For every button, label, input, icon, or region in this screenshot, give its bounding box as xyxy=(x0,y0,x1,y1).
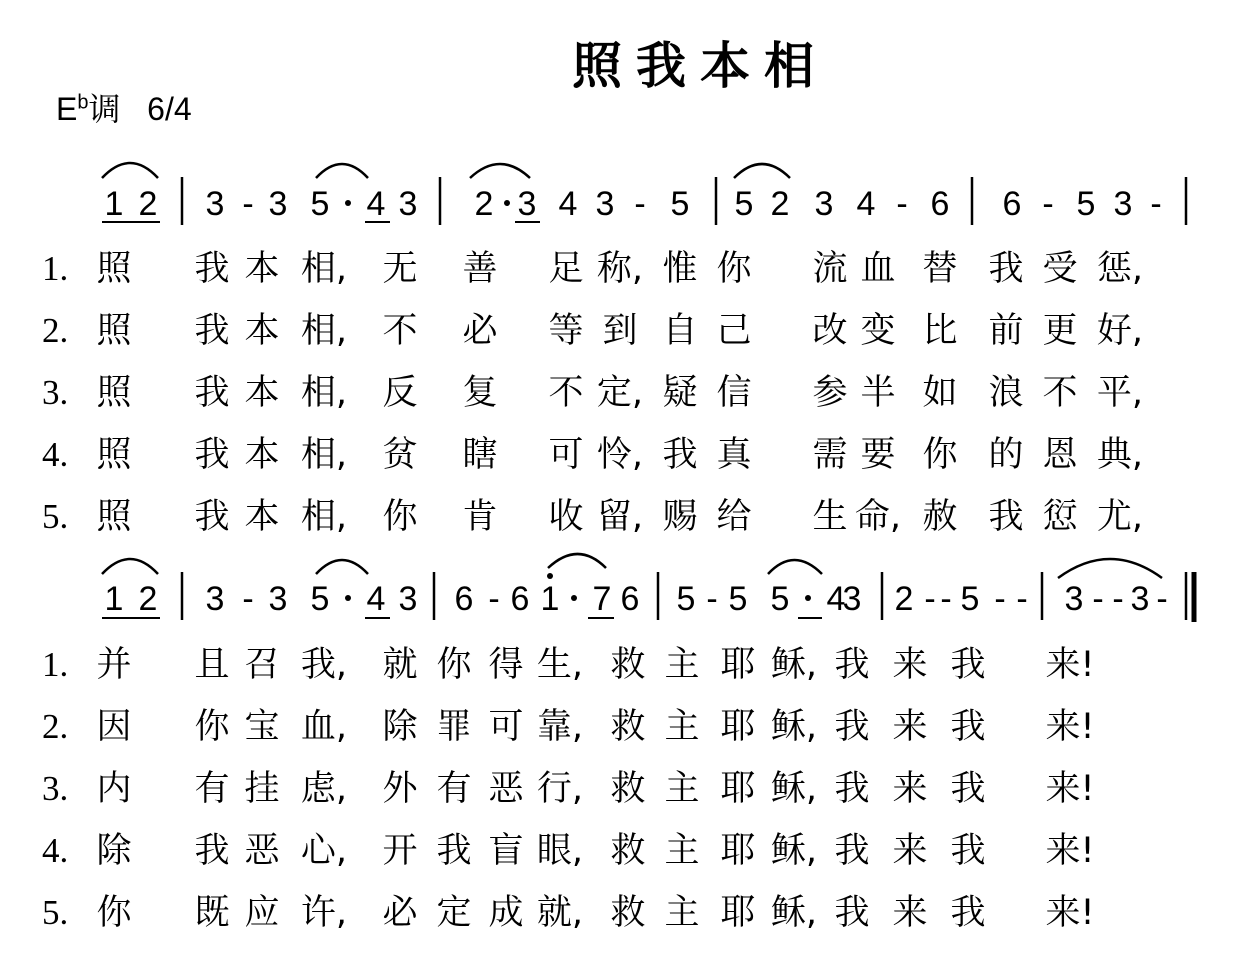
note: 6 xyxy=(510,580,530,618)
lyric-char: 无 xyxy=(382,249,418,289)
lyric-char: 来! xyxy=(1045,645,1095,685)
lyric-char: 盲 xyxy=(488,831,524,871)
lyric-char: 怜, xyxy=(596,435,644,475)
note: 2 xyxy=(770,185,790,223)
lyric-char: 救 xyxy=(610,831,646,871)
note: 4 xyxy=(558,185,578,223)
lyric-char: 我 xyxy=(194,435,230,475)
note: 5 xyxy=(310,185,330,223)
lyric-char: 靠, xyxy=(536,707,584,747)
note: 5 xyxy=(670,185,690,223)
lyric-char: 自 xyxy=(662,311,698,351)
lyric-char: 且 xyxy=(194,645,230,685)
lyric-char: 稣, xyxy=(770,645,818,685)
lyric-char: 内 xyxy=(96,769,132,809)
lyric-char: 稣, xyxy=(770,769,818,809)
note: 2 xyxy=(474,185,494,223)
lyric-char: 来! xyxy=(1045,893,1095,933)
slur xyxy=(316,164,368,178)
lyric-char: 必 xyxy=(462,311,498,351)
lyric-char: 赦 xyxy=(922,497,958,537)
lyric-char: 赐 xyxy=(662,497,698,537)
note: 6 xyxy=(930,185,950,223)
lyric-char: 善 xyxy=(462,249,498,289)
lyric-char: 你 xyxy=(436,645,472,685)
verse-number: 5. xyxy=(42,893,69,932)
lyric-char: 需 xyxy=(812,435,848,475)
lyric-char: 你 xyxy=(382,497,418,537)
lyric-char: 我 xyxy=(194,249,230,289)
lyric-char: 定 xyxy=(436,893,472,933)
lyric-char: 的 xyxy=(988,435,1024,475)
lyric-char: 有 xyxy=(194,769,230,809)
lyric-char: 本 xyxy=(244,373,280,413)
note: 4 xyxy=(366,185,386,223)
lyric-char: 更 xyxy=(1042,311,1078,351)
lyric-char: 己 xyxy=(716,311,752,351)
lyric-char: 相, xyxy=(300,311,348,351)
time-signature: 6/4 xyxy=(147,91,192,127)
lyric-char: 并 xyxy=(96,645,132,685)
lyric-char: 如 xyxy=(922,373,958,413)
lyric-char: 可 xyxy=(488,707,524,747)
lyric-char: 既 xyxy=(194,893,230,933)
lyric-char: 来 xyxy=(892,893,928,933)
lyric-char: 不 xyxy=(548,373,584,413)
lyric-char: 来 xyxy=(892,769,928,809)
lyric-char: 我 xyxy=(950,769,986,809)
note: 5 xyxy=(770,580,790,618)
lyric-char: 我 xyxy=(834,831,870,871)
lyric-char: 相, xyxy=(300,249,348,289)
note: 2 xyxy=(894,580,914,618)
lyric-char: 我 xyxy=(194,831,230,871)
lyric-char: 我 xyxy=(834,893,870,933)
lyric-char: 我 xyxy=(662,435,698,475)
lyric-char: 瞎 xyxy=(462,435,498,475)
lyric-char: 我 xyxy=(834,645,870,685)
lyric-char: 挂 xyxy=(244,769,280,809)
lyric-char: 耶 xyxy=(720,893,756,933)
lyric-char: 来! xyxy=(1045,707,1095,747)
note: 5 xyxy=(728,580,748,618)
note: 5 xyxy=(676,580,696,618)
dash: - xyxy=(242,185,254,223)
lyric-char: 反 xyxy=(382,373,418,413)
note: 4 xyxy=(366,580,386,618)
lyric-char: 照 xyxy=(96,435,132,475)
lyric-char: 平, xyxy=(1096,373,1144,413)
lyric-char: 我 xyxy=(988,249,1024,289)
lyric-char: 相, xyxy=(300,373,348,413)
lyric-char: 肯 xyxy=(462,497,498,537)
slur xyxy=(470,164,530,178)
lyric-char: 照 xyxy=(96,497,132,537)
lyric-char: 因 xyxy=(96,707,132,747)
dash: - xyxy=(1156,580,1168,618)
lyric-char: 外 xyxy=(382,769,418,809)
lyric-char: 宝 xyxy=(244,707,280,747)
lyric-char: 尤, xyxy=(1096,497,1144,537)
note: 4 xyxy=(826,580,846,618)
lyric-char: 稣, xyxy=(770,707,818,747)
slur xyxy=(316,560,368,574)
note: 3 xyxy=(205,580,225,618)
verse-number: 3. xyxy=(42,769,69,808)
note: 2 xyxy=(138,580,158,618)
lyric-char: 惩, xyxy=(1096,249,1144,289)
dash: - xyxy=(1150,185,1162,223)
lyric-char: 主 xyxy=(664,769,700,809)
lyric-char: 来 xyxy=(892,831,928,871)
lyric-char: 我, xyxy=(300,645,348,685)
dash: - xyxy=(940,580,952,618)
verse-number: 5. xyxy=(42,497,69,536)
lyric-char: 参 xyxy=(812,373,848,413)
lyric-char: 等 xyxy=(548,311,584,351)
note: 5 xyxy=(734,185,754,223)
lyric-char: 主 xyxy=(664,645,700,685)
note: 4 xyxy=(856,185,876,223)
lyric-char: 要 xyxy=(860,435,896,475)
slur xyxy=(1058,559,1162,578)
lyric-char: 就, xyxy=(536,893,584,933)
lyric-char: 替 xyxy=(922,249,958,289)
note: 6 xyxy=(1002,185,1022,223)
lyric-char: 我 xyxy=(194,311,230,351)
lyric-char: 照 xyxy=(96,249,132,289)
note: 3 xyxy=(398,580,418,618)
lyric-char: 愆 xyxy=(1042,497,1078,537)
lyric-char: 我 xyxy=(950,707,986,747)
lyric-char: 生, xyxy=(536,645,584,685)
lyric-char: 比 xyxy=(922,311,958,351)
lyric-char: 本 xyxy=(244,435,280,475)
verse-number: 1. xyxy=(42,249,69,288)
verse-number: 4. xyxy=(42,435,69,474)
lyric-char: 救 xyxy=(610,645,646,685)
lyric-char: 定, xyxy=(596,373,644,413)
note: 1 xyxy=(104,185,124,223)
lyric-char: 称, xyxy=(596,249,644,289)
dash: - xyxy=(634,185,646,223)
lyric-char: 好, xyxy=(1096,311,1144,351)
lyric-char: 就 xyxy=(382,645,418,685)
lyric-char: 疑 xyxy=(662,373,698,413)
note-high: 1 xyxy=(540,580,560,618)
song-title: 照我本相 xyxy=(572,37,828,95)
note: 3 xyxy=(517,185,537,223)
key-label: 调 xyxy=(88,91,121,127)
verse-number: 2. xyxy=(42,707,69,746)
dot xyxy=(571,595,577,601)
lyric-char: 给 xyxy=(716,497,752,537)
lyric-char: 罪 xyxy=(436,707,472,747)
lyric-char: 有 xyxy=(436,769,472,809)
lyric-char: 复 xyxy=(462,373,498,413)
slur xyxy=(768,560,822,574)
lyric-char: 许, xyxy=(300,893,348,933)
lyric-char: 足 xyxy=(548,249,584,289)
lyric-char: 除 xyxy=(96,831,132,871)
dash: - xyxy=(1092,580,1104,618)
lyric-char: 你 xyxy=(922,435,958,475)
lyric-char: 前 xyxy=(988,311,1024,351)
lyric-char: 不 xyxy=(382,311,418,351)
lyric-char: 恩 xyxy=(1042,435,1078,475)
high-dot xyxy=(547,573,553,579)
dash: - xyxy=(488,580,500,618)
lyric-char: 耶 xyxy=(720,707,756,747)
lyric-char: 我 xyxy=(834,769,870,809)
lyric-char: 救 xyxy=(610,707,646,747)
dash: - xyxy=(1112,580,1124,618)
lyric-char: 恶 xyxy=(244,831,280,871)
dash: - xyxy=(242,580,254,618)
lyric-char: 主 xyxy=(664,707,700,747)
dash: - xyxy=(896,185,908,223)
note: 3 xyxy=(1064,580,1084,618)
lyric-char: 应 xyxy=(244,893,280,933)
note: 6 xyxy=(454,580,474,618)
note: 3 xyxy=(398,185,418,223)
notation-line-1 xyxy=(102,163,1186,225)
verse-number: 2. xyxy=(42,311,69,350)
lyric-char: 必 xyxy=(382,893,418,933)
note: 3 xyxy=(814,185,834,223)
lyric-char: 相, xyxy=(300,435,348,475)
lyric-char: 稣, xyxy=(770,893,818,933)
lyric-char: 耶 xyxy=(720,769,756,809)
lyric-char: 流 xyxy=(812,249,848,289)
lyric-char: 除 xyxy=(382,707,418,747)
lyric-char: 我 xyxy=(950,893,986,933)
lyric-char: 相, xyxy=(300,497,348,537)
lyric-char: 变 xyxy=(860,311,896,351)
note: 2 xyxy=(138,185,158,223)
lyric-char: 我 xyxy=(950,831,986,871)
lyric-char: 虑, xyxy=(300,769,348,809)
lyric-char: 耶 xyxy=(720,831,756,871)
lyric-char: 你 xyxy=(194,707,230,747)
lyric-char: 浪 xyxy=(988,373,1024,413)
slur xyxy=(102,163,158,178)
lyric-char: 耶 xyxy=(720,645,756,685)
note: 1 xyxy=(104,580,124,618)
dot xyxy=(345,595,351,601)
lyric-char: 眼, xyxy=(536,831,584,871)
lyric-char: 成 xyxy=(488,893,524,933)
lyrics-block-2 xyxy=(42,645,1095,933)
lyric-char: 来 xyxy=(892,707,928,747)
lyric-char: 可 xyxy=(548,435,584,475)
lyric-char: 照 xyxy=(96,373,132,413)
lyric-char: 我 xyxy=(436,831,472,871)
lyric-char: 开 xyxy=(382,831,418,871)
lyric-char: 不 xyxy=(1042,373,1078,413)
note: 5 xyxy=(310,580,330,618)
lyric-char: 我 xyxy=(834,707,870,747)
lyric-char: 信 xyxy=(716,373,752,413)
dash: - xyxy=(1042,185,1054,223)
lyric-char: 得 xyxy=(488,645,524,685)
lyric-char: 本 xyxy=(244,311,280,351)
lyric-char: 留, xyxy=(596,497,644,537)
note: 3 xyxy=(268,185,288,223)
lyric-char: 受 xyxy=(1042,249,1078,289)
dash: - xyxy=(994,580,1006,618)
note: 3 xyxy=(842,580,862,618)
note: 3 xyxy=(268,580,288,618)
lyric-char: 召 xyxy=(244,645,280,685)
lyric-char: 来! xyxy=(1045,831,1095,871)
slur xyxy=(734,164,790,178)
lyric-char: 救 xyxy=(610,769,646,809)
lyric-char: 命, xyxy=(854,497,902,537)
key-note: E xyxy=(56,91,78,127)
lyric-char: 稣, xyxy=(770,831,818,871)
lyric-char: 半 xyxy=(860,373,896,413)
verse-number: 3. xyxy=(42,373,69,412)
key-accidental: b xyxy=(77,91,89,114)
lyric-char: 收 xyxy=(548,497,584,537)
note: 7 xyxy=(592,580,612,618)
lyric-char: 你 xyxy=(716,249,752,289)
lyric-char: 我 xyxy=(988,497,1024,537)
note: 5 xyxy=(1076,185,1096,223)
lyric-char: 主 xyxy=(664,831,700,871)
verse-number: 1. xyxy=(42,645,69,684)
lyric-char: 典, xyxy=(1096,435,1144,475)
dash: - xyxy=(1016,580,1028,618)
note: 3 xyxy=(1113,185,1133,223)
dash: - xyxy=(706,580,718,618)
lyric-char: 救 xyxy=(610,893,646,933)
lyric-char: 主 xyxy=(664,893,700,933)
lyric-char: 来! xyxy=(1045,769,1095,809)
lyric-char: 恶 xyxy=(488,769,524,809)
notation-line-2 xyxy=(102,554,1194,622)
dot xyxy=(504,200,510,206)
note: 5 xyxy=(960,580,980,618)
lyric-char: 行, xyxy=(536,769,584,809)
note: 3 xyxy=(1130,580,1150,618)
dot xyxy=(345,200,351,206)
lyric-char: 来 xyxy=(892,645,928,685)
slur xyxy=(102,559,158,574)
lyric-char: 贫 xyxy=(382,435,418,475)
lyric-char: 我 xyxy=(950,645,986,685)
lyric-char: 惟 xyxy=(662,249,698,289)
slur xyxy=(548,554,606,568)
lyric-char: 心, xyxy=(300,831,348,871)
lyric-char: 照 xyxy=(96,311,132,351)
lyric-char: 本 xyxy=(244,249,280,289)
lyrics-block-1 xyxy=(42,249,1143,537)
lyric-char: 真 xyxy=(716,435,752,475)
lyric-char: 血, xyxy=(300,707,348,747)
note: 3 xyxy=(205,185,225,223)
lyric-char: 到 xyxy=(602,311,638,351)
dot xyxy=(805,595,811,601)
verse-number: 4. xyxy=(42,831,69,870)
lyric-char: 生 xyxy=(812,497,848,537)
lyric-char: 我 xyxy=(194,373,230,413)
note: 6 xyxy=(620,580,640,618)
note: 3 xyxy=(595,185,615,223)
lyric-char: 本 xyxy=(244,497,280,537)
lyric-char: 改 xyxy=(812,311,848,351)
dash: - xyxy=(924,580,936,618)
lyric-char: 血 xyxy=(860,249,896,289)
lyric-char: 我 xyxy=(194,497,230,537)
lyric-char: 你 xyxy=(96,893,132,933)
